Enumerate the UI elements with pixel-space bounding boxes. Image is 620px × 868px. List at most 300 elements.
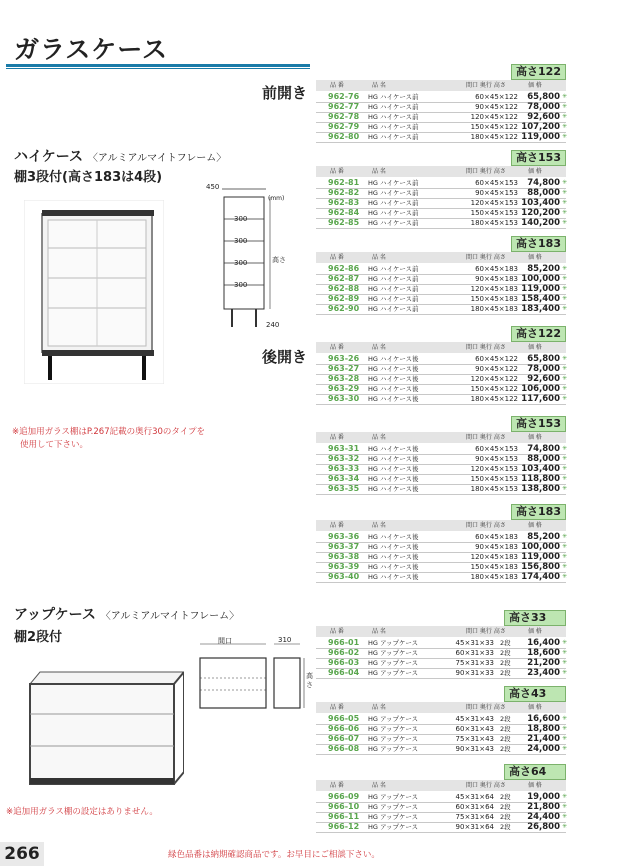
dimensions: 60×31×64 <box>455 803 494 811</box>
product-name: HG ハイケース前 <box>368 133 419 141</box>
header-price: 価 格 <box>528 344 542 351</box>
product-name: HG ハイケース前 <box>368 285 419 293</box>
table-row <box>316 384 566 394</box>
price-table <box>316 416 566 496</box>
up-case-diagram-drawing <box>192 634 316 714</box>
header-dim: 間口 奥行 高さ <box>466 82 506 89</box>
price: 18,800 <box>527 724 560 734</box>
asterisk-icon: ✳ <box>562 725 568 732</box>
product-code: 963-28 <box>328 374 360 383</box>
price: 74,800 <box>527 444 560 454</box>
dimensions: 120×45×183 <box>470 553 518 561</box>
table-row <box>316 132 566 142</box>
product-code: 962-79 <box>328 122 360 131</box>
dimensions: 60×31×33 <box>455 649 494 657</box>
product-name: HG ハイケース後 <box>368 553 419 561</box>
price-table <box>316 64 566 144</box>
product-name: HG ハイケース後 <box>368 395 419 403</box>
product-name: HG アップケース <box>368 803 419 811</box>
asterisk-icon: ✳ <box>562 113 568 120</box>
dimensions: 120×45×153 <box>470 465 518 473</box>
product-name: HG アップケース <box>368 725 419 733</box>
product-code: 962-80 <box>328 132 360 141</box>
table-row <box>316 364 566 374</box>
product-name: HG ハイケース後 <box>368 475 419 483</box>
dimensions: 180×45×122 <box>470 133 518 141</box>
up-case-note: ※追加用ガラス棚の設定はありません。 <box>6 807 158 817</box>
header-code: 品 番 <box>330 628 344 635</box>
price: 18,600 <box>527 648 560 658</box>
table-row <box>316 294 566 304</box>
dimensions: 90×31×43 <box>455 745 494 753</box>
product-code: 963-26 <box>328 354 360 363</box>
footer-note: 緑色品番は納期確認商品です。お早目にご相談下さい。 <box>168 850 380 860</box>
dimensions: 60×45×153 <box>475 179 518 187</box>
dimensions: 180×45×183 <box>470 305 518 313</box>
header-name: 品 名 <box>372 82 386 89</box>
table-row <box>316 648 566 658</box>
product-name: HG アップケース <box>368 715 419 723</box>
asterisk-icon: ✳ <box>562 375 568 382</box>
price: 107,200 <box>521 122 560 132</box>
price: 158,400 <box>521 294 560 304</box>
dimensions: 90×45×183 <box>475 275 518 283</box>
dimensions: 45×31×43 <box>455 715 494 723</box>
dimensions: 150×45×122 <box>470 123 518 131</box>
price: 21,400 <box>527 734 560 744</box>
dimensions: 180×45×153 <box>470 485 518 493</box>
page-number: 266 <box>0 842 44 866</box>
product-name: HG アップケース <box>368 649 419 657</box>
dimensions: 75×31×64 <box>455 813 494 821</box>
table-row <box>316 394 566 404</box>
dimensions: 75×31×43 <box>455 735 494 743</box>
product-code: 963-37 <box>328 542 360 551</box>
diagram-pitch-3: 300 <box>234 259 248 267</box>
table-row <box>316 444 566 454</box>
price: 103,400 <box>521 464 560 474</box>
product-name: HG アップケース <box>368 639 419 647</box>
header-name: 品 名 <box>372 434 386 441</box>
product-name: HG アップケース <box>368 823 419 831</box>
header-price: 価 格 <box>528 434 542 441</box>
front-open-label: 前開き <box>262 84 308 102</box>
product-code: 962-89 <box>328 294 360 303</box>
asterisk-icon: ✳ <box>562 669 568 676</box>
product-name: HG アップケース <box>368 735 419 743</box>
price: 156,800 <box>521 562 560 572</box>
diagram-unit: (mm) <box>268 195 285 202</box>
diagram-height-label: 高さ <box>272 256 286 264</box>
asterisk-icon: ✳ <box>562 563 568 570</box>
product-name: HG ハイケース前 <box>368 265 419 273</box>
price: 16,400 <box>527 638 560 648</box>
height-badge: 高さ153 <box>511 416 566 432</box>
product-name: HG アップケース <box>368 659 419 667</box>
product-code: 966-05 <box>328 714 360 723</box>
table-row <box>316 112 566 122</box>
product-code: 962-84 <box>328 208 360 217</box>
asterisk-icon: ✳ <box>562 355 568 362</box>
price: 92,600 <box>527 112 560 122</box>
table-row <box>316 714 566 724</box>
header-code: 品 番 <box>330 344 344 351</box>
product-name: HG ハイケース前 <box>368 305 419 313</box>
table-row <box>316 744 566 754</box>
asterisk-icon: ✳ <box>562 265 568 272</box>
diagram-width: 450 <box>206 183 220 191</box>
product-name: HG ハイケース後 <box>368 455 419 463</box>
row-divider <box>316 582 566 583</box>
product-code: 962-86 <box>328 264 360 273</box>
price: 65,800 <box>527 92 560 102</box>
price-table <box>316 764 566 834</box>
header-name: 品 名 <box>372 704 386 711</box>
asterisk-icon: ✳ <box>562 395 568 402</box>
asterisk-icon: ✳ <box>562 219 568 226</box>
product-code: 962-87 <box>328 274 360 283</box>
table-row <box>316 552 566 562</box>
price: 21,200 <box>527 658 560 668</box>
product-code: 962-77 <box>328 102 360 111</box>
row-divider <box>316 494 566 495</box>
product-name: HG ハイケース後 <box>368 485 419 493</box>
product-code: 962-82 <box>328 188 360 197</box>
dimensions: 180×45×153 <box>470 219 518 227</box>
price: 118,800 <box>521 474 560 484</box>
price-table <box>316 686 566 756</box>
price-table <box>316 236 566 316</box>
product-code: 963-31 <box>328 444 360 453</box>
row-divider <box>316 754 566 755</box>
table-row <box>316 638 566 648</box>
product-name: HG アップケース <box>368 813 419 821</box>
header-price: 価 格 <box>528 628 542 635</box>
product-code: 962-81 <box>328 178 360 187</box>
asterisk-icon: ✳ <box>562 735 568 742</box>
dimensions: 120×45×122 <box>470 113 518 121</box>
asterisk-icon: ✳ <box>562 553 568 560</box>
asterisk-icon: ✳ <box>562 803 568 810</box>
product-code: 963-39 <box>328 562 360 571</box>
product-code: 963-34 <box>328 474 360 483</box>
header-name: 品 名 <box>372 344 386 351</box>
asterisk-icon: ✳ <box>562 385 568 392</box>
table-header <box>316 432 566 443</box>
shelf-count: 2段 <box>500 813 511 821</box>
product-code: 966-10 <box>328 802 360 811</box>
table-row <box>316 658 566 668</box>
dimensions: 150×45×153 <box>470 475 518 483</box>
dimensions: 120×45×183 <box>470 285 518 293</box>
asterisk-icon: ✳ <box>562 745 568 752</box>
price: 85,200 <box>527 532 560 542</box>
dimensions: 120×45×153 <box>470 199 518 207</box>
product-code: 966-06 <box>328 724 360 733</box>
asterisk-icon: ✳ <box>562 93 568 100</box>
table-row <box>316 668 566 678</box>
dimensions: 90×45×153 <box>475 455 518 463</box>
product-code: 966-08 <box>328 744 360 753</box>
product-name: HG ハイケース前 <box>368 113 419 121</box>
table-header <box>316 520 566 531</box>
price-table <box>316 610 566 680</box>
header-price: 価 格 <box>528 522 542 529</box>
product-code: 962-88 <box>328 284 360 293</box>
shelf-count: 2段 <box>500 823 511 831</box>
price-table <box>316 150 566 230</box>
table-row <box>316 734 566 744</box>
price: 100,000 <box>521 274 560 284</box>
header-dim: 間口 奥行 高さ <box>466 522 506 529</box>
product-code: 966-11 <box>328 812 360 821</box>
diagram-pitch-4: 300 <box>234 281 248 289</box>
header-dim: 間口 奥行 高さ <box>466 704 506 711</box>
shelf-count: 2段 <box>500 669 511 677</box>
asterisk-icon: ✳ <box>562 455 568 462</box>
asterisk-icon: ✳ <box>562 823 568 830</box>
back-open-label: 後開き <box>262 348 308 366</box>
table-row <box>316 218 566 228</box>
title-underline-thin <box>6 68 310 69</box>
asterisk-icon: ✳ <box>562 189 568 196</box>
up-diagram-height: 高さ <box>306 672 313 689</box>
asterisk-icon: ✳ <box>562 133 568 140</box>
asterisk-icon: ✳ <box>562 659 568 666</box>
price: 88,000 <box>527 454 560 464</box>
asterisk-icon: ✳ <box>562 295 568 302</box>
asterisk-icon: ✳ <box>562 179 568 186</box>
asterisk-icon: ✳ <box>562 305 568 312</box>
product-name: HG ハイケース後 <box>368 445 419 453</box>
product-name: HG ハイケース後 <box>368 465 419 473</box>
dimensions: 180×45×183 <box>470 573 518 581</box>
high-case-shelf: 棚3段付(高さ183は4段) <box>14 170 163 185</box>
high-case-name: ハイケース <box>14 149 84 165</box>
page-title: ガラスケース <box>14 35 169 64</box>
table-row <box>316 274 566 284</box>
dimensions: 60×45×183 <box>475 533 518 541</box>
dimensions: 75×31×33 <box>455 659 494 667</box>
price: 88,000 <box>527 188 560 198</box>
table-row <box>316 812 566 822</box>
dimensions: 150×45×183 <box>470 295 518 303</box>
table-row <box>316 562 566 572</box>
table-header <box>316 626 566 637</box>
dimensions: 90×45×153 <box>475 189 518 197</box>
product-name: HG ハイケース前 <box>368 199 419 207</box>
price: 117,600 <box>521 394 560 404</box>
price: 119,000 <box>521 552 560 562</box>
product-code: 963-32 <box>328 454 360 463</box>
table-row <box>316 354 566 364</box>
asterisk-icon: ✳ <box>562 793 568 800</box>
table-header <box>316 166 566 177</box>
dimensions: 90×31×64 <box>455 823 494 831</box>
header-price: 価 格 <box>528 168 542 175</box>
dimensions: 180×45×122 <box>470 395 518 403</box>
header-name: 品 名 <box>372 782 386 789</box>
price: 74,800 <box>527 178 560 188</box>
high-case-photo <box>24 200 164 384</box>
row-divider <box>316 832 566 833</box>
price: 24,000 <box>527 744 560 754</box>
dimensions: 90×31×33 <box>455 669 494 677</box>
product-name: HG ハイケース後 <box>368 385 419 393</box>
header-price: 価 格 <box>528 254 542 261</box>
header-price: 価 格 <box>528 782 542 789</box>
row-divider <box>316 314 566 315</box>
asterisk-icon: ✳ <box>562 475 568 482</box>
asterisk-icon: ✳ <box>562 199 568 206</box>
height-badge: 高さ33 <box>504 610 566 626</box>
table-row <box>316 474 566 484</box>
price-table <box>316 326 566 406</box>
high-case-frame: 〈アルミアルマイトフレーム〉 <box>87 153 227 164</box>
shelf-count: 2段 <box>500 715 511 723</box>
product-code: 963-27 <box>328 364 360 373</box>
price: 103,400 <box>521 198 560 208</box>
product-code: 963-38 <box>328 552 360 561</box>
product-code: 966-07 <box>328 734 360 743</box>
dimensions: 60×45×183 <box>475 265 518 273</box>
price: 21,800 <box>527 802 560 812</box>
shelf-count: 2段 <box>500 745 511 753</box>
product-code: 962-78 <box>328 112 360 121</box>
header-code: 品 番 <box>330 82 344 89</box>
header-name: 品 名 <box>372 168 386 175</box>
height-badge: 高さ122 <box>511 64 566 80</box>
price: 140,200 <box>521 218 560 228</box>
header-code: 品 番 <box>330 254 344 261</box>
product-code: 966-01 <box>328 638 360 647</box>
shelf-count: 2段 <box>500 735 511 743</box>
product-name: HG ハイケース後 <box>368 563 419 571</box>
product-code: 962-85 <box>328 218 360 227</box>
table-header <box>316 780 566 791</box>
asterisk-icon: ✳ <box>562 103 568 110</box>
product-code: 962-90 <box>328 304 360 313</box>
product-code: 963-33 <box>328 464 360 473</box>
row-divider <box>316 142 566 143</box>
asterisk-icon: ✳ <box>562 543 568 550</box>
price: 19,000 <box>527 792 560 802</box>
header-dim: 間口 奥行 高さ <box>466 254 506 261</box>
dimensions: 60×31×43 <box>455 725 494 733</box>
header-dim: 間口 奥行 高さ <box>466 782 506 789</box>
header-dim: 間口 奥行 高さ <box>466 434 506 441</box>
table-row <box>316 264 566 274</box>
dimensions: 60×45×153 <box>475 445 518 453</box>
dimensions: 90×45×183 <box>475 543 518 551</box>
row-divider <box>316 404 566 405</box>
product-code: 966-09 <box>328 792 360 801</box>
shelf-count: 2段 <box>500 649 511 657</box>
header-name: 品 名 <box>372 522 386 529</box>
table-row <box>316 484 566 494</box>
price: 119,000 <box>521 284 560 294</box>
header-code: 品 番 <box>330 522 344 529</box>
table-row <box>316 188 566 198</box>
table-row <box>316 122 566 132</box>
shelf-count: 2段 <box>500 659 511 667</box>
product-code: 962-76 <box>328 92 360 101</box>
product-name: HG ハイケース前 <box>368 295 419 303</box>
table-row <box>316 464 566 474</box>
table-header <box>316 702 566 713</box>
header-name: 品 名 <box>372 254 386 261</box>
product-name: HG ハイケース後 <box>368 355 419 363</box>
asterisk-icon: ✳ <box>562 485 568 492</box>
asterisk-icon: ✳ <box>562 649 568 656</box>
table-row <box>316 542 566 552</box>
dimensions: 90×45×122 <box>475 365 518 373</box>
up-case-frame: 〈アルミアルマイトフレーム〉 <box>100 611 240 622</box>
product-name: HG アップケース <box>368 669 419 677</box>
product-code: 963-35 <box>328 484 360 493</box>
product-name: HG ハイケース前 <box>368 93 419 101</box>
product-name: HG ハイケース前 <box>368 275 419 283</box>
table-row <box>316 822 566 832</box>
product-name: HG アップケース <box>368 793 419 801</box>
dimensions: 45×31×33 <box>455 639 494 647</box>
dimensions: 120×45×122 <box>470 375 518 383</box>
asterisk-icon: ✳ <box>562 533 568 540</box>
asterisk-icon: ✳ <box>562 123 568 130</box>
product-code: 966-12 <box>328 822 360 831</box>
header-code: 品 番 <box>330 434 344 441</box>
dimensions: 60×45×122 <box>475 355 518 363</box>
price: 16,600 <box>527 714 560 724</box>
price: 174,400 <box>521 572 560 582</box>
shelf-count: 2段 <box>500 793 511 801</box>
height-badge: 高さ183 <box>511 504 566 520</box>
product-code: 963-29 <box>328 384 360 393</box>
header-code: 品 番 <box>330 704 344 711</box>
product-name: HG ハイケース前 <box>368 189 419 197</box>
price: 85,200 <box>527 264 560 274</box>
asterisk-icon: ✳ <box>562 465 568 472</box>
product-code: 966-02 <box>328 648 360 657</box>
table-header <box>316 342 566 353</box>
asterisk-icon: ✳ <box>562 639 568 646</box>
price: 65,800 <box>527 354 560 364</box>
product-code: 963-30 <box>328 394 360 403</box>
header-code: 品 番 <box>330 168 344 175</box>
table-row <box>316 374 566 384</box>
high-case-title <box>14 146 226 166</box>
price: 183,400 <box>521 304 560 314</box>
up-diagram-front: 間口 <box>218 637 232 645</box>
price: 92,600 <box>527 374 560 384</box>
product-name: HG ハイケース後 <box>368 533 419 541</box>
shelf-count: 2段 <box>500 803 511 811</box>
product-code: 962-83 <box>328 198 360 207</box>
height-badge: 高さ183 <box>511 236 566 252</box>
product-code: 963-36 <box>328 532 360 541</box>
header-dim: 間口 奥行 高さ <box>466 344 506 351</box>
product-name: HG ハイケース前 <box>368 179 419 187</box>
height-badge: 高さ153 <box>511 150 566 166</box>
price-table <box>316 504 566 584</box>
price: 100,000 <box>521 542 560 552</box>
price: 24,400 <box>527 812 560 822</box>
up-case-dimension-diagram <box>192 634 316 714</box>
table-row <box>316 792 566 802</box>
price: 106,000 <box>521 384 560 394</box>
header-dim: 間口 奥行 高さ <box>466 628 506 635</box>
dimensions: 60×45×122 <box>475 93 518 101</box>
